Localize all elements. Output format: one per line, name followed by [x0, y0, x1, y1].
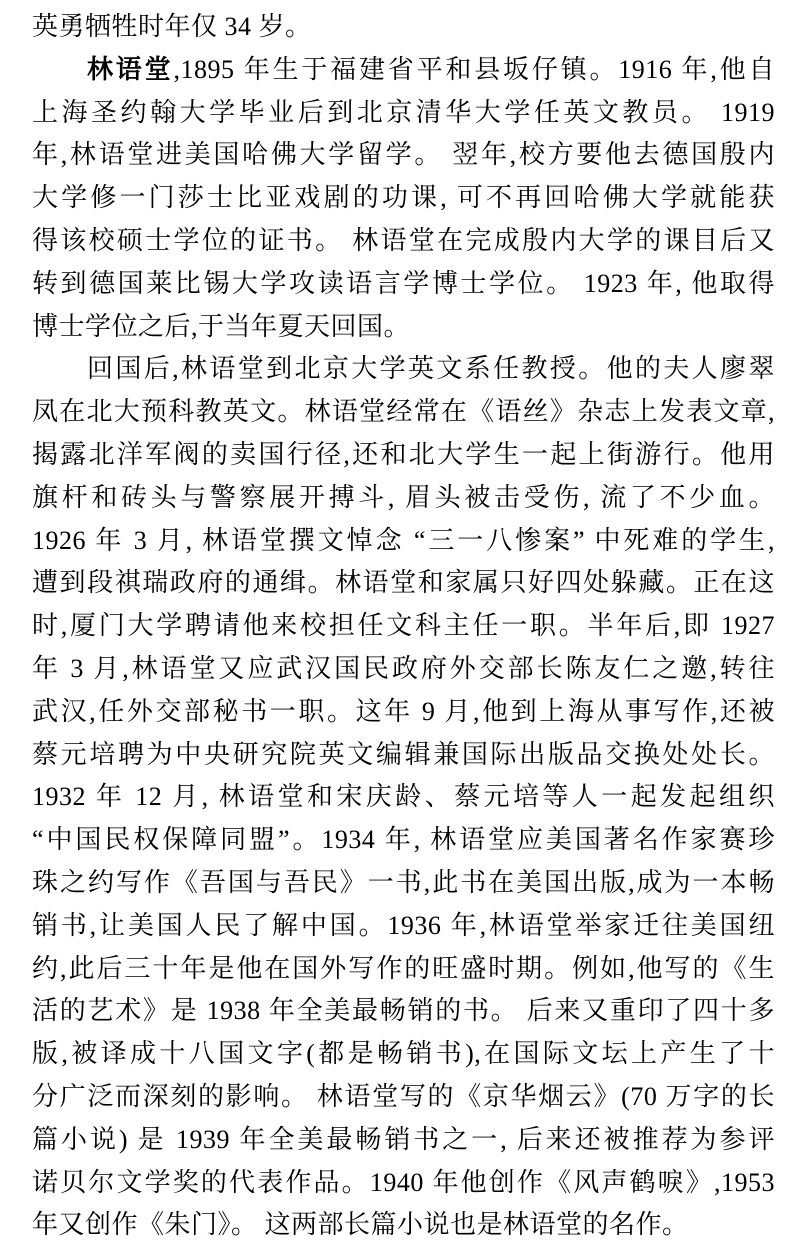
text-line: 回国后,林语堂到北京大学英文系任教授。他的夫人廖翠	[87, 354, 775, 384]
text-line: “中国民权保障同盟”。1934 年, 林语堂应美国著名作家赛珍	[32, 825, 775, 855]
text-line: 遭到段祺瑞政府的通缉。林语堂和家属只好四处躲藏。正在这	[32, 568, 775, 598]
text-line: 年 3 月,林语堂又应武汉国民政府外交部长陈友仁之邀,转往	[32, 653, 775, 683]
text-line: 诺贝尔文学奖的代表作品。1940 年他创作《风声鹤唳》,1953	[32, 1167, 775, 1197]
text-line: 活的艺术》是 1938 年全美最畅销的书。 后来又重印了四十多	[32, 996, 775, 1026]
text-line: 1926 年 3 月, 林语堂撰文悼念 “三一八惨案” 中死难的学生,	[32, 525, 775, 555]
text-line: 武汉,任外交部秘书一职。这年 9 月,他到上海从事写作,还被	[32, 696, 775, 726]
bold-name-lin-yutang: 林语堂	[87, 54, 174, 84]
text-line: 年又创作《朱门》。 这两部长篇小说也是林语堂的名作。	[32, 1210, 689, 1240]
text-line: 英勇牺牲时年仅 34 岁。	[32, 12, 312, 41]
text-line: 蔡元培聘为中央研究院英文编辑兼国际出版品交换处处长。	[32, 739, 775, 769]
text-line: 年,林语堂进美国哈佛大学留学。 翌年,校方要他去德国殷内	[32, 140, 775, 170]
text-line: 分广泛而深刻的影响。 林语堂写的《京华烟云》(70 万字的长	[32, 1081, 775, 1111]
text-line: 得该校硕士学位的证书。 林语堂在完成殷内大学的课目后又	[32, 225, 775, 255]
text-line	[32, 49, 775, 92]
text-line: 揭露北洋军阀的卖国行径,还和北大学生一起上街游行。他用	[32, 439, 775, 469]
text-line: 上海圣约翰大学毕业后到北京清华大学任英文教员。 1919	[32, 97, 775, 127]
text-line: 大学修一门莎士比亚戏剧的功课, 可不再回哈佛大学就能获	[32, 183, 775, 213]
text-line: 约,此后三十年是他在国外写作的旺盛时期。例如,他写的《生	[32, 953, 775, 983]
text-line: 旗杆和砖头与警察展开搏斗, 眉头被击受伤, 流了不少血。	[32, 482, 775, 512]
text-line: 1932 年 12 月, 林语堂和宋庆龄、蔡元培等人一起发起组织	[32, 782, 775, 812]
text-line: 销书,让美国人民了解中国。1936 年,林语堂举家迁往美国纽	[32, 910, 775, 940]
text-line: 转到德国莱比锡大学攻读语言学博士学位。 1923 年, 他取得	[32, 268, 775, 298]
text-line: 博士学位之后,于当年夏天回国。	[32, 311, 411, 341]
text-line: 珠之约写作《吾国与吾民》一书,此书在美国出版,成为一本畅	[32, 867, 775, 897]
text-line: 篇小说) 是 1939 年全美最畅销书之一, 后来还被推荐为参评	[32, 1124, 775, 1154]
text-line: 版,被译成十八国文字(都是畅销书),在国际文坛上产生了十	[32, 1039, 775, 1069]
text-line: 凤在北大预科教英文。林语堂经常在《语丝》杂志上发表文章,	[32, 397, 775, 427]
text-line: 时,厦门大学聘请他来校担任文科主任一职。半年后,即 1927	[32, 611, 775, 641]
text-line-rest: ,1895 年生于福建省平和县坂仔镇。1916 年,他自	[173, 54, 775, 84]
